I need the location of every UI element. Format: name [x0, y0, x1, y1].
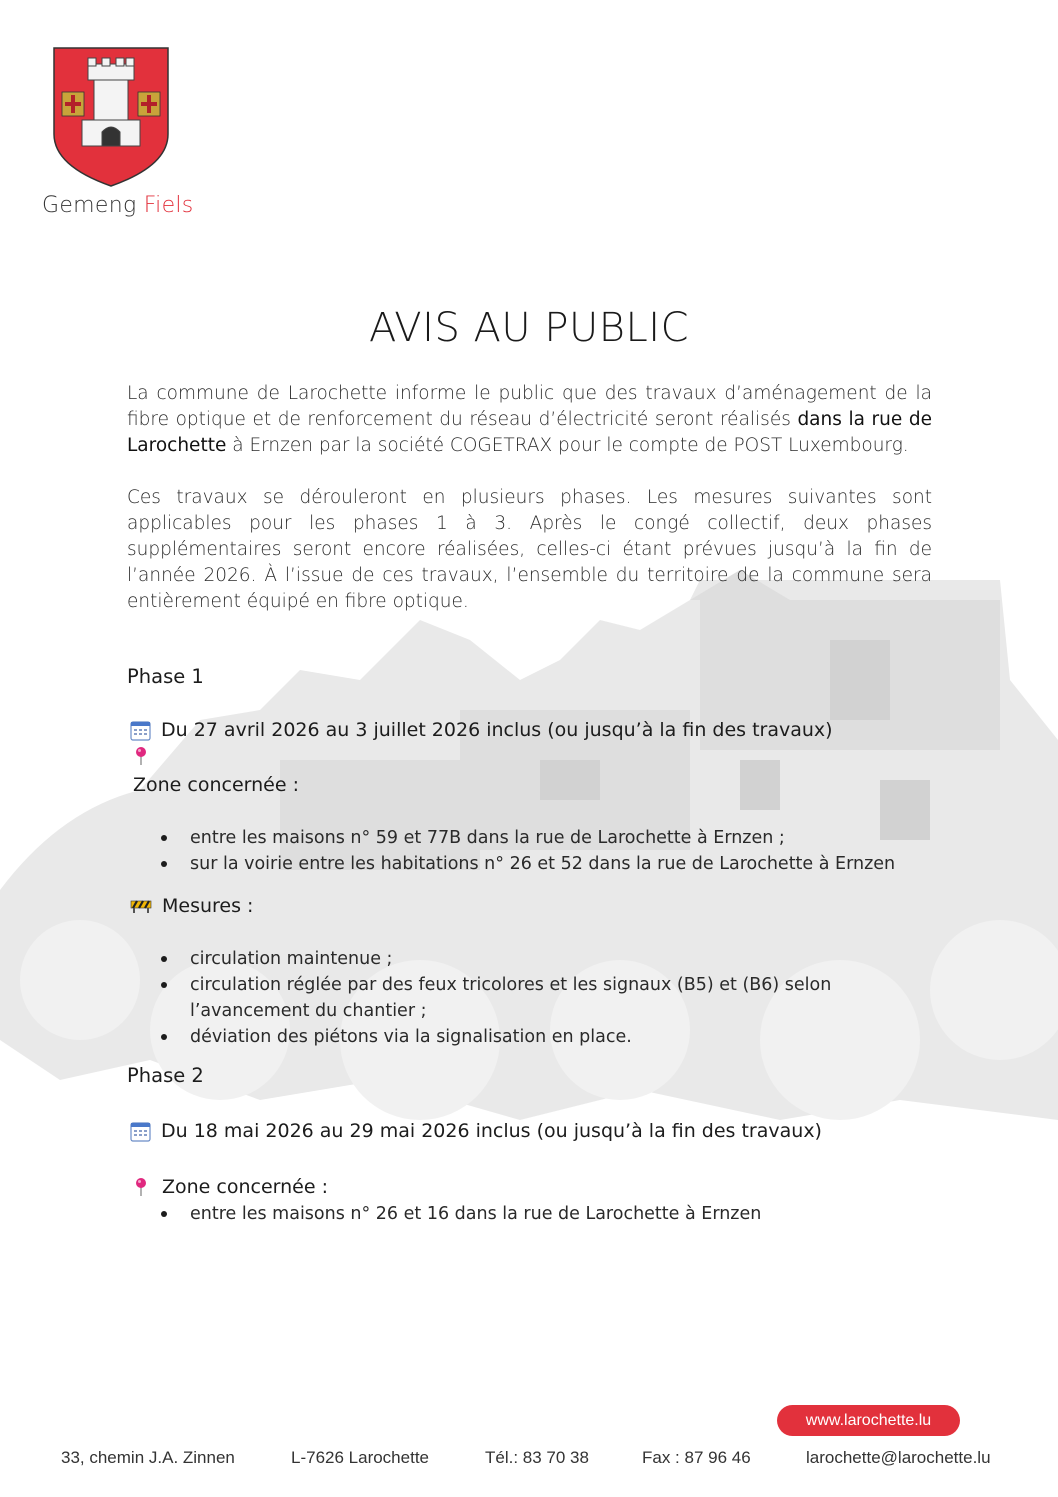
- calendar-icon: [130, 1121, 151, 1142]
- footer-address: 33, chemin J.A. Zinnen: [61, 1448, 235, 1467]
- phase-1-zone-list: [160, 825, 895, 877]
- list-item: circulation réglée par des feux tricolores et les signaux (B5) et (B6) selon l’avancement du chantier ;: [160, 972, 935, 1024]
- list-item: sur la voirie entre les habitations n° 26 et 52 dans la rue de Larochette à Ernzen: [160, 851, 895, 877]
- phase-2-heading: Phase 2: [127, 1064, 204, 1087]
- list-item: entre les maisons n° 26 et 16 dans la rue de Larochette à Ernzen: [160, 1201, 761, 1227]
- coat-of-arms-logo: [52, 46, 170, 188]
- list-item: circulation maintenue ;: [160, 946, 935, 972]
- intro-paragraph-1: La commune de Larochette informe le public que des travaux d’aménagement de la fibre optique et de renforcement du réseau d’électricité seront réalisés dans la rue de Larochette à Ernzen par la société COGETRAX pour le compte de POST Luxembourg.: [127, 383, 932, 456]
- calendar-icon: [130, 720, 151, 741]
- footer-email[interactable]: larochette@larochette.lu: [806, 1448, 991, 1467]
- phase-1-heading: Phase 1: [127, 665, 204, 688]
- intro-paragraph-2: Ces travaux se dérouleront en plusieurs phases. Les mesures suivantes sont applicables pour les phases 1 à 3. Après le congé collectif, deux phases supplémentaires seront encore réalisées, celles-ci étant prévues jusqu’à la fin de l’année 2026. À l’issue de ces travaux, l’ensemble du territoire de la commune sera entièrement équipé en fibre optique.: [127, 487, 932, 612]
- website-link[interactable]: www.larochette.lu: [777, 1405, 960, 1436]
- phase-2-zone-label: Zone concernée :: [162, 1176, 328, 1198]
- list-item: entre les maisons n° 59 et 77B dans la rue de Larochette à Ernzen ;: [160, 825, 895, 851]
- phase-2-zone: [130, 1176, 328, 1198]
- footer-postal: L-7626 Larochette: [291, 1448, 429, 1467]
- phase-1-measures: [130, 895, 253, 917]
- phase-1-dates-text: Du 27 avril 2026 au 3 juillet 2026 inclus (ou jusqu’à la fin des travaux): [161, 719, 833, 741]
- footer-fax: Fax : 87 96 46: [642, 1448, 751, 1467]
- footer-phone: Tél.: 83 70 38: [485, 1448, 589, 1467]
- list-item: déviation des piétons via la signalisation en place.: [160, 1024, 935, 1050]
- phase-2-dates-text: Du 18 mai 2026 au 29 mai 2026 inclus (ou jusqu’à la fin des travaux): [161, 1120, 822, 1142]
- phase-1-measures-label: Mesures :: [162, 895, 254, 917]
- phase-1-dates: [130, 719, 833, 741]
- phase-2-zone-list: [160, 1201, 761, 1227]
- map-pin-icon: [134, 1177, 148, 1197]
- logo-wordmark: Gemeng Fiels: [42, 193, 194, 218]
- construction-barrier-icon: [130, 898, 152, 914]
- map-pin-icon: [134, 746, 148, 766]
- page-title: AVIS AU PUBLIC: [368, 305, 690, 351]
- phase-2-dates: [130, 1120, 822, 1142]
- phase-1-zone-label: Zone concernée :: [133, 774, 299, 796]
- phase-1-measures-list: [160, 946, 935, 1050]
